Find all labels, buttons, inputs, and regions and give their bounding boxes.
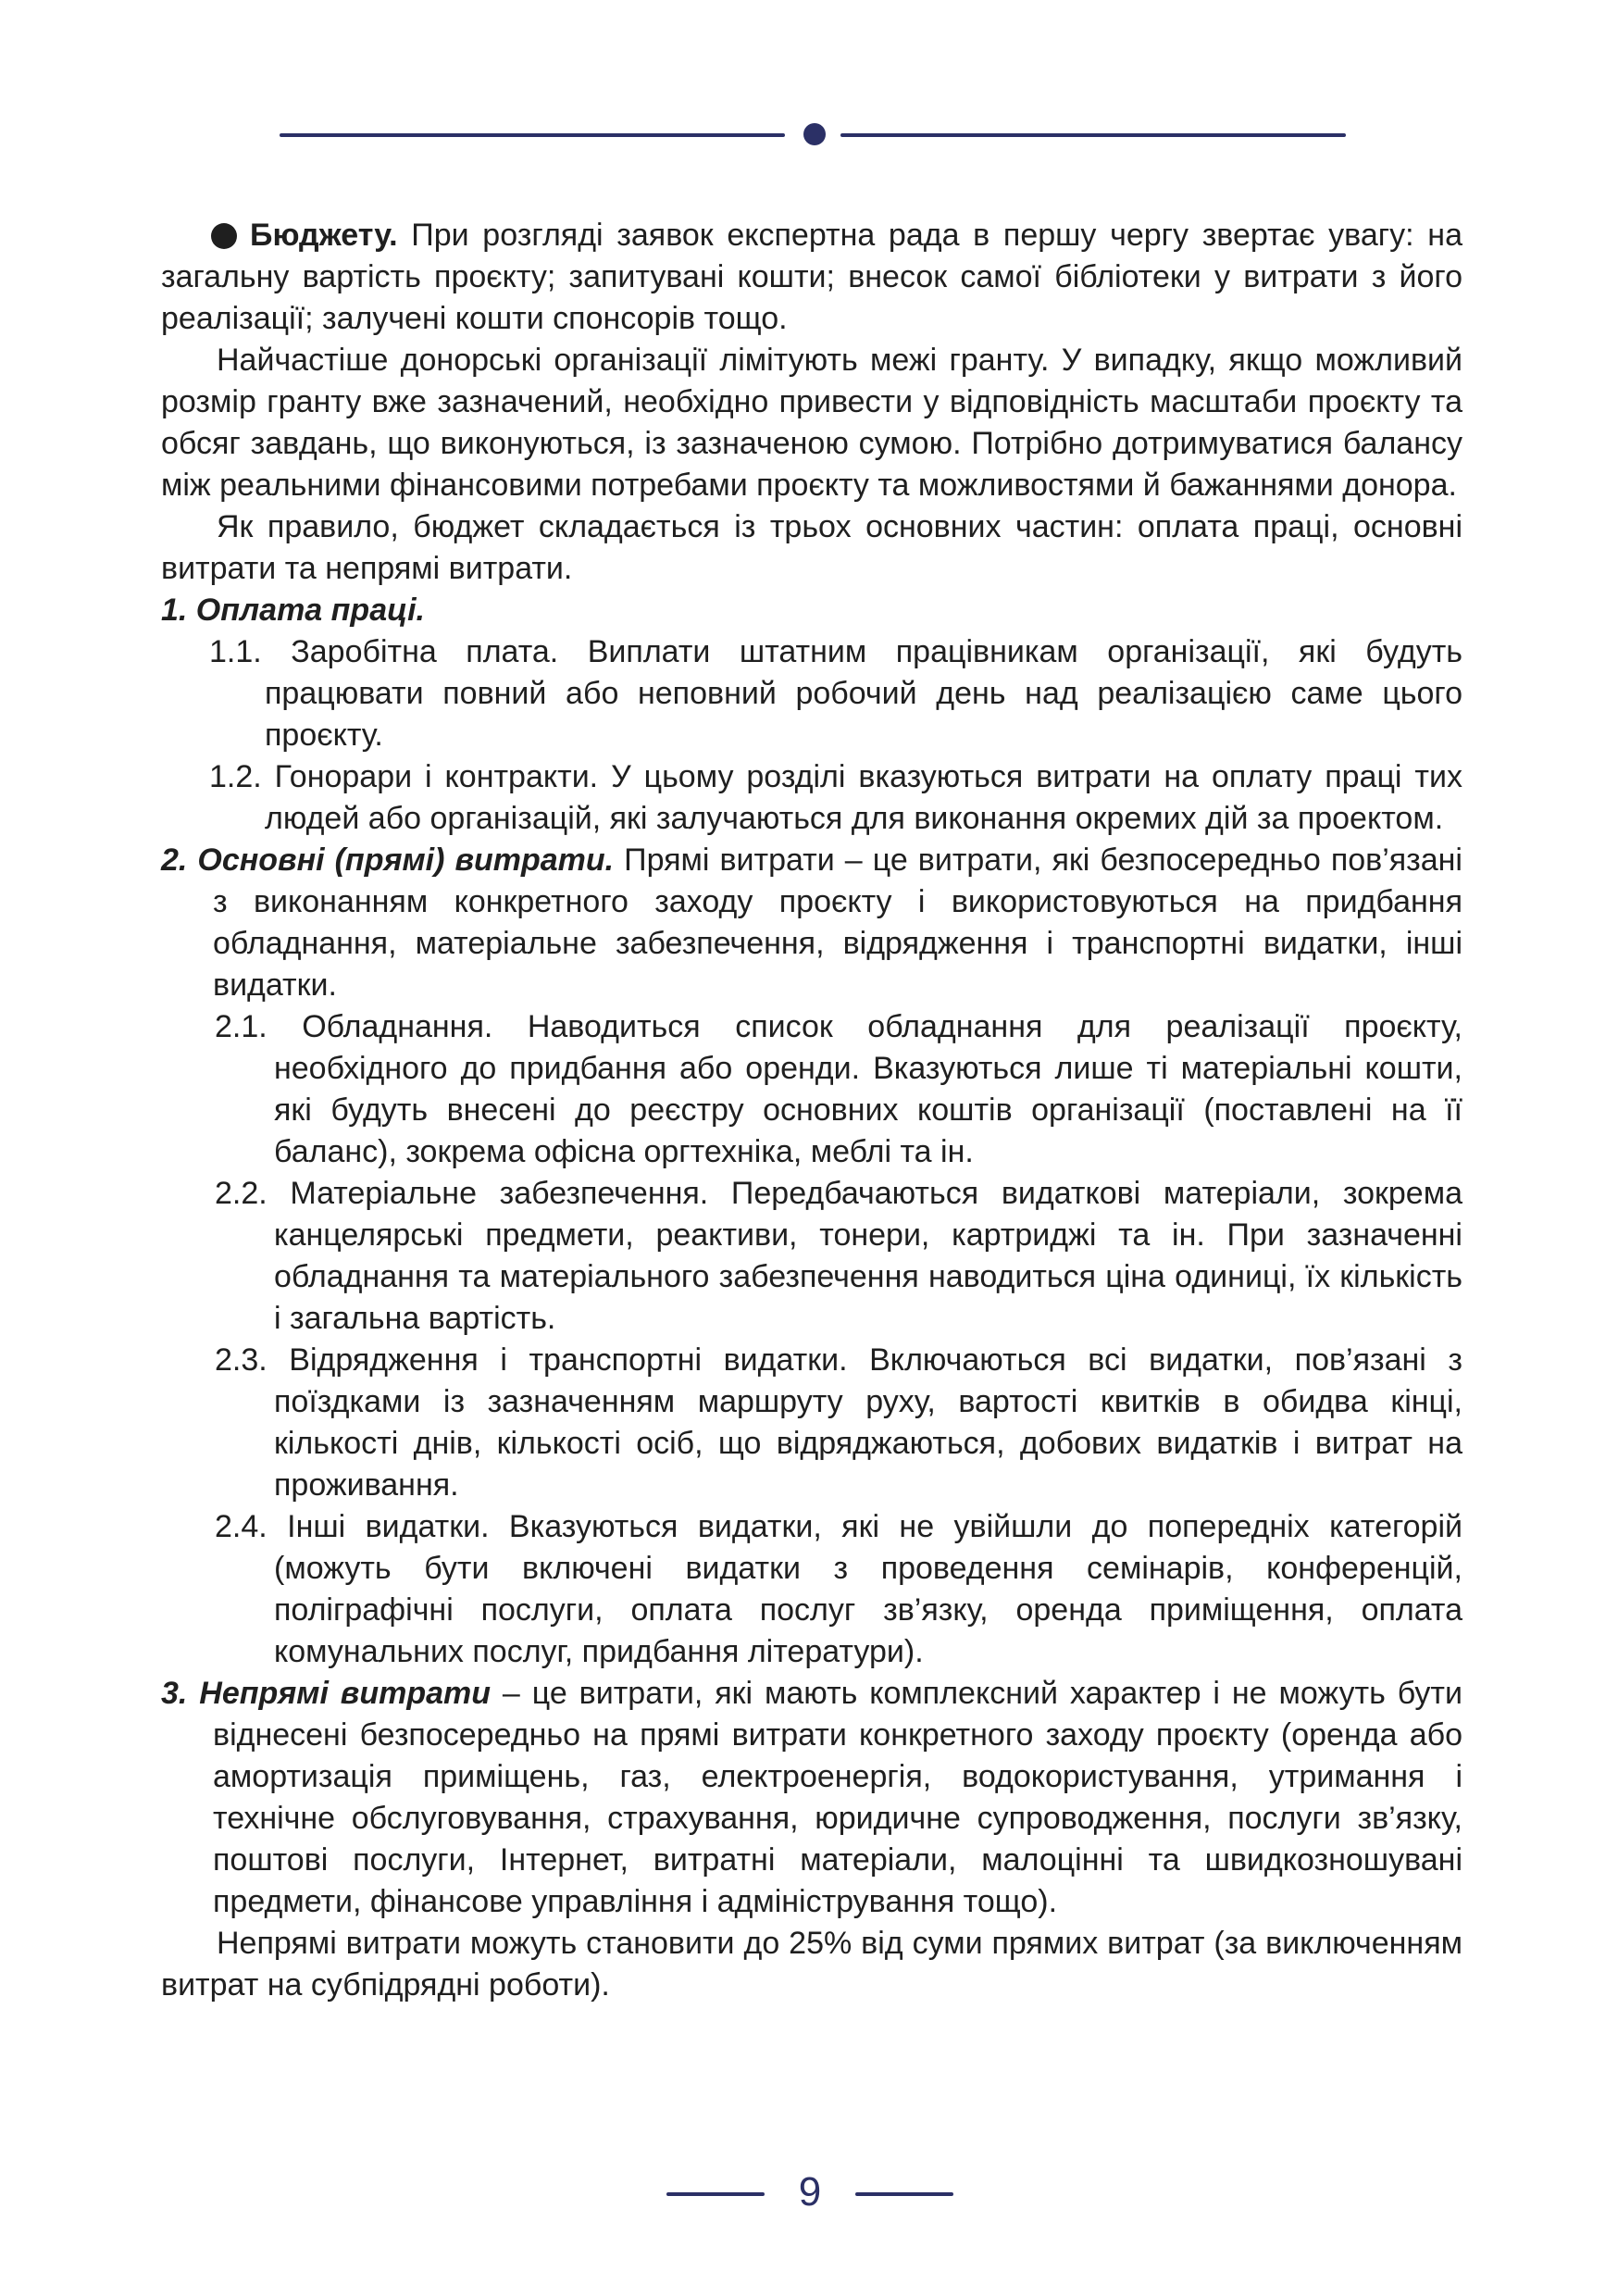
ornament-line-left (280, 133, 785, 137)
footer-line-left (666, 2192, 765, 2196)
bullet-icon (211, 223, 237, 249)
section-2-paragraph (161, 840, 1462, 1006)
section-1-2: 1.2. Гонорари і контракти. У цьому розділі вказуються витрати на оплату праці тих людей або організацій, які залучаються для виконання окремих дій за проектом. (209, 759, 1462, 836)
paragraph-budget-parts: Як правило, бюджет складається із трьох основних частин: оплата праці, основні витрати та непрямі витрати. (161, 509, 1462, 586)
section-3-title: 3. Непрямі витрати (161, 1676, 492, 1711)
section-2-2: 2.2. Матеріальне забезпечення. Передбачаються видаткові матеріали, зокрема канцелярські предмети, реактиви, тонери, картриджі та ін. При зазначенні обладнання та матеріального забезпечення наводиться ціна одиниці, їх кількість і загальна вартість. (215, 1176, 1462, 1336)
budget-text: При розгляді заявок експертна рада в першу чергу звертає увагу: на загальну вартість проєкту; запитувані кошти; внесок самої бібліотеки у витрати з його реалізації; залучені кошти спонсорів тощо. (161, 218, 1462, 336)
section-1-title: 1. Оплата праці. (161, 593, 425, 628)
page-number: 9 (798, 2169, 822, 2215)
section-2-1: 2.1. Обладнання. Наводиться список обладнання для реалізації проєкту, необхідного до придбання або оренди. Вказуються лише ті матеріальні кошти, які будуть внесені до реєстру основних коштів організації (поставлені на її баланс), зокрема офісна оргтехніка, меблі та ін. (215, 1009, 1462, 1169)
section-3-paragraph (161, 1673, 1462, 1923)
section-3-text: – це витрати, які мають комплексний характер і не можуть бути віднесені безпосередньо на прямі витрати конкретного заходу проєкту (оренда або амортизація приміщень, газ, електроенергія, водокористування, утримання і технічне обслуговування, страхування, юридичне супроводження, послуги зв’язку, поштові послуги, Інтернет, витратні матеріали, малоцінні та швидкозношувані предмети, фінансове управління і адміністрування тощо). (213, 1676, 1462, 1919)
section-2-3: 2.3. Відрядження і транспортні видатки. Включаються всі видатки, пов’язані з поїздками із зазначенням маршруту руху, вартості квитків в обидва кінці, кількості днів, кількості осіб, що відряджаються, добових видатків і витрат на проживання. (215, 1342, 1462, 1503)
paragraph-grant-limits: Найчастіше донорські організації лімітують межі гранту. У випадку, якщо можливий розмір гранту вже зазначений, необхідно привести у відповідність масштаби проєкту та обсяг завдань, що виконуються, із зазначеною сумою. Потрібно дотримуватися балансу між реальними фінансовими потребами проєкту та можливостями й бажаннями донора. (161, 343, 1462, 503)
footer-line-right (855, 2192, 953, 2196)
page-body (161, 215, 1462, 2006)
section-2-4: 2.4. Інші видатки. Вказуються видатки, які не увійшли до попередніх категорій (можуть бути включені видатки з проведення семінарів, конференцій, поліграфічні послуги, оплата послуг зв’язку, оренда приміщення, оплата комунальних послуг, придбання літератури). (215, 1509, 1462, 1669)
top-ornament (280, 119, 1346, 152)
section-1-1: 1.1. Заробітна плата. Виплати штатним працівникам організації, які будуть працювати повний або неповний робочий день над реалізацією саме цього проєкту. (209, 634, 1462, 753)
page-footer (666, 2165, 953, 2220)
budget-title: Бюджету. (250, 218, 398, 253)
ornament-line-right (840, 133, 1346, 137)
final-paragraph: Непрямі витрати можуть становити до 25% від суми прямих витрат (за виключенням витрат на субпідрядні роботи). (161, 1926, 1462, 2003)
section-2-title: 2. Основні (прямі) витрати. (161, 842, 615, 878)
budget-paragraph (161, 215, 1462, 340)
section-2-text: Прямі витрати – це витрати, які безпосередньо пов’язані з виконанням конкретного заходу проєкту і використовуються на придбання обладнання, матеріальне забезпечення, відрядження і транспортні видатки, інші видатки. (213, 842, 1462, 1003)
ornament-dot (803, 123, 826, 145)
